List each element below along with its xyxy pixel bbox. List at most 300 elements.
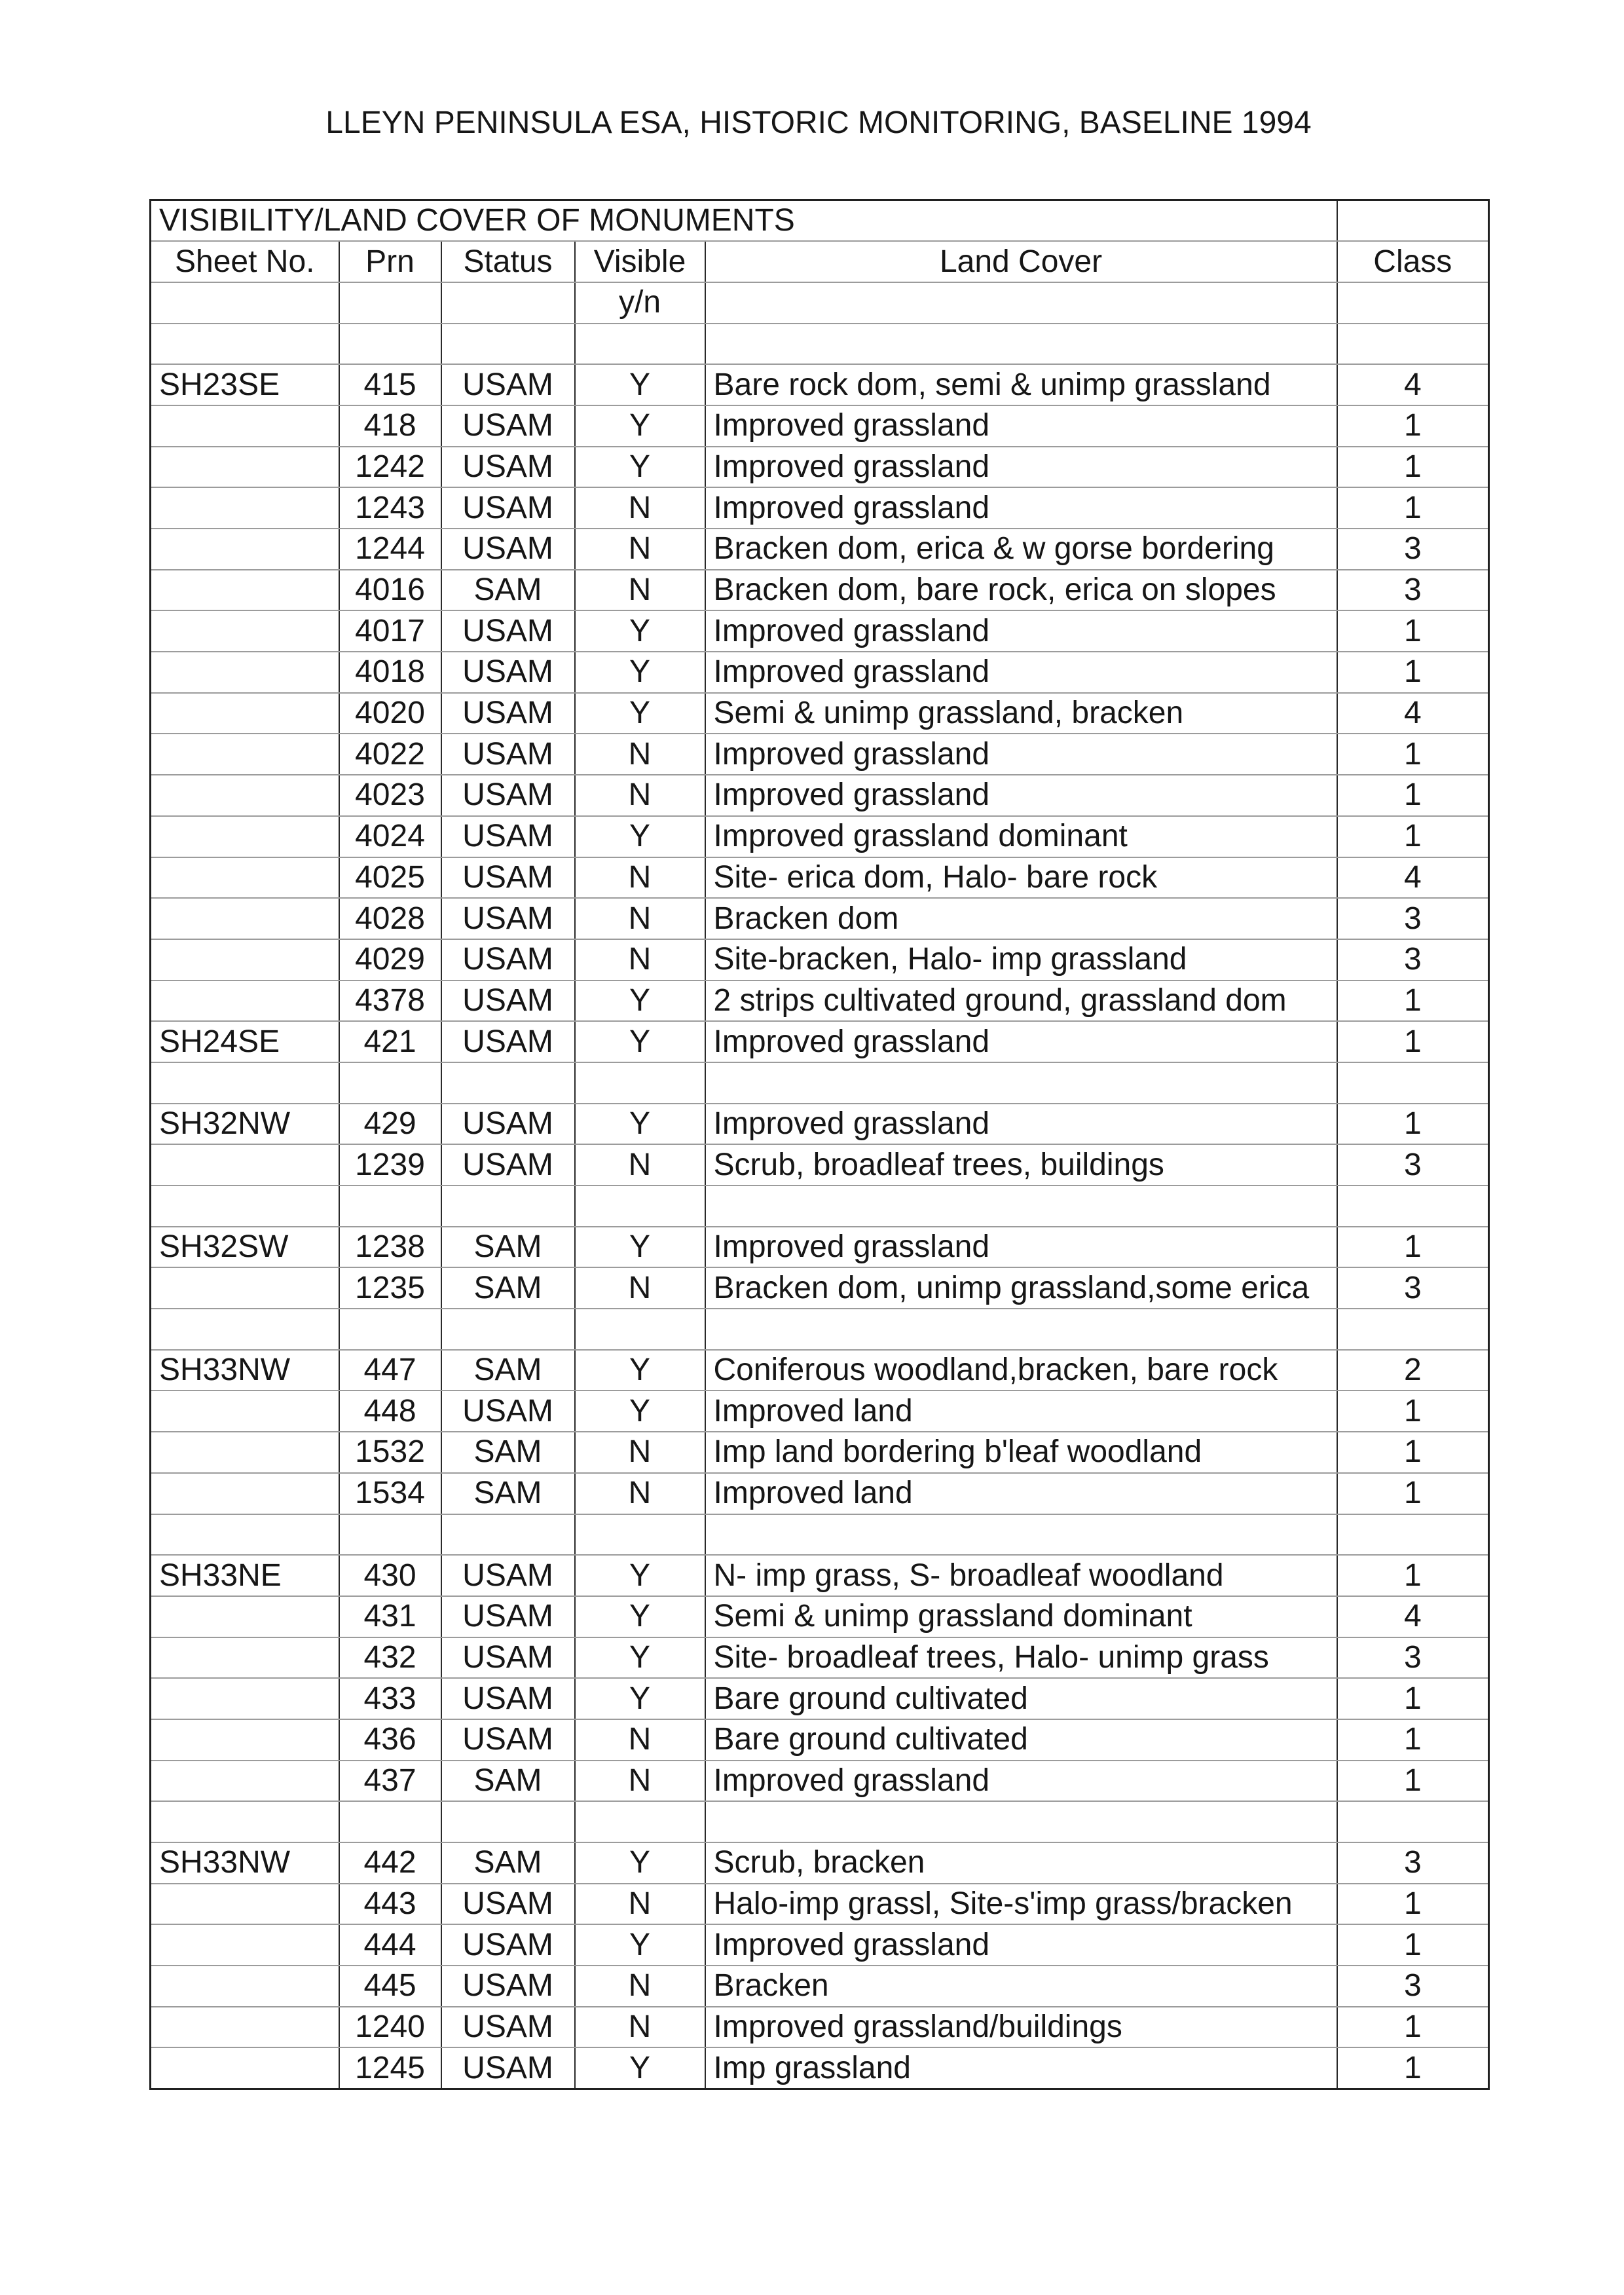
cell-land-cover: Improved grassland bbox=[705, 1924, 1337, 1966]
table-row bbox=[151, 1884, 1489, 1925]
cell-status: SAM bbox=[441, 570, 575, 611]
cell-land-cover: Bracken dom bbox=[705, 898, 1337, 939]
cell-land-cover: Scrub, broadleaf trees, buildings bbox=[705, 1144, 1337, 1185]
cell-visible: Y bbox=[575, 405, 705, 447]
cell-prn: 1532 bbox=[339, 1432, 441, 1473]
cell-prn: 4023 bbox=[339, 775, 441, 816]
cell-sheet-no bbox=[151, 1144, 339, 1185]
cell-status: USAM bbox=[441, 816, 575, 857]
cell-class: 3 bbox=[1337, 570, 1489, 611]
header-spacer-row bbox=[151, 324, 1489, 365]
cell-sheet-no: SH24SE bbox=[151, 1021, 339, 1062]
table-row bbox=[151, 364, 1489, 405]
cell-class: 2 bbox=[1337, 1350, 1489, 1391]
cell-visible: Y bbox=[575, 652, 705, 693]
cell-status: SAM bbox=[441, 1350, 575, 1391]
cell-class: 1 bbox=[1337, 2047, 1489, 2089]
cell-prn: 429 bbox=[339, 1104, 441, 1145]
cell-land-cover: Improved land bbox=[705, 1390, 1337, 1432]
cell-class: 1 bbox=[1337, 1104, 1489, 1145]
table-row bbox=[151, 1924, 1489, 1966]
cell-prn: 1238 bbox=[339, 1227, 441, 1268]
cell-status: USAM bbox=[441, 693, 575, 734]
cell-class: 3 bbox=[1337, 1966, 1489, 2007]
table-row bbox=[151, 1350, 1489, 1391]
header-prn: Prn bbox=[339, 241, 441, 282]
cell-status: USAM bbox=[441, 939, 575, 980]
cell-class: 1 bbox=[1337, 1555, 1489, 1596]
cell-status bbox=[441, 1801, 575, 1842]
cell-prn: 4020 bbox=[339, 693, 441, 734]
table-row bbox=[151, 1473, 1489, 1514]
cell-prn: 431 bbox=[339, 1596, 441, 1637]
table-row bbox=[151, 405, 1489, 447]
cell-land-cover bbox=[705, 1801, 1337, 1842]
cell-visible: Y bbox=[575, 1596, 705, 1637]
cell-status: USAM bbox=[441, 1884, 575, 1925]
cell-class: 1 bbox=[1337, 1719, 1489, 1761]
table-row bbox=[151, 570, 1489, 611]
cell-land-cover: Improved grassland bbox=[705, 487, 1337, 529]
cell-prn: 4024 bbox=[339, 816, 441, 857]
header-blank-cell bbox=[1337, 282, 1489, 324]
cell-prn: 418 bbox=[339, 405, 441, 447]
cell-status bbox=[441, 1062, 575, 1104]
cell-visible: Y bbox=[575, 1678, 705, 1719]
cell-class: 3 bbox=[1337, 529, 1489, 570]
cell-class bbox=[1337, 1309, 1489, 1350]
cell-prn: 430 bbox=[339, 1555, 441, 1596]
cell-class: 1 bbox=[1337, 1390, 1489, 1432]
cell-prn bbox=[339, 1185, 441, 1227]
table-row bbox=[151, 816, 1489, 857]
cell-status: USAM bbox=[441, 529, 575, 570]
cell-status: USAM bbox=[441, 1924, 575, 1966]
cell-land-cover: Scrub, bracken bbox=[705, 1842, 1337, 1884]
cell-prn: 433 bbox=[339, 1678, 441, 1719]
table-row bbox=[151, 2047, 1489, 2089]
cell-prn: 1239 bbox=[339, 1144, 441, 1185]
cell-visible: Y bbox=[575, 1350, 705, 1391]
cell-land-cover: Bare rock dom, semi & unimp grassland bbox=[705, 364, 1337, 405]
cell-status: SAM bbox=[441, 1432, 575, 1473]
cell-sheet-no bbox=[151, 2007, 339, 2048]
cell-status: USAM bbox=[441, 1966, 575, 2007]
cell-prn: 444 bbox=[339, 1924, 441, 1966]
cell-status: USAM bbox=[441, 980, 575, 1022]
cell-class: 1 bbox=[1337, 1761, 1489, 1802]
cell-visible bbox=[575, 1309, 705, 1350]
cell-land-cover: Improved grassland bbox=[705, 1021, 1337, 1062]
table-row bbox=[151, 1637, 1489, 1679]
cell-sheet-no bbox=[151, 652, 339, 693]
table-row bbox=[151, 529, 1489, 570]
cell-prn: 1243 bbox=[339, 487, 441, 529]
cell-visible: Y bbox=[575, 364, 705, 405]
cell-sheet-no bbox=[151, 1473, 339, 1514]
cell-class bbox=[1337, 1801, 1489, 1842]
table-row bbox=[151, 487, 1489, 529]
cell-status: USAM bbox=[441, 652, 575, 693]
caption-row bbox=[151, 200, 1489, 242]
cell-class: 1 bbox=[1337, 1884, 1489, 1925]
cell-sheet-no bbox=[151, 1719, 339, 1761]
cell-class: 1 bbox=[1337, 816, 1489, 857]
cell-prn: 448 bbox=[339, 1390, 441, 1432]
cell-visible: Y bbox=[575, 1842, 705, 1884]
cell-class bbox=[1337, 1514, 1489, 1556]
spacer-cell bbox=[339, 324, 441, 365]
cell-visible: Y bbox=[575, 1390, 705, 1432]
cell-sheet-no bbox=[151, 1309, 339, 1350]
cell-sheet-no bbox=[151, 2047, 339, 2089]
table-row bbox=[151, 939, 1489, 980]
cell-prn: 437 bbox=[339, 1761, 441, 1802]
header-status: Status bbox=[441, 241, 575, 282]
blank-row bbox=[151, 1801, 1489, 1842]
cell-status bbox=[441, 1514, 575, 1556]
cell-visible: Y bbox=[575, 693, 705, 734]
cell-class: 1 bbox=[1337, 2007, 1489, 2048]
cell-status: USAM bbox=[441, 1596, 575, 1637]
cell-land-cover: Improved grassland bbox=[705, 652, 1337, 693]
cell-visible: N bbox=[575, 857, 705, 899]
cell-visible: Y bbox=[575, 1227, 705, 1268]
cell-land-cover: 2 strips cultivated ground, grassland dom bbox=[705, 980, 1337, 1022]
cell-status: USAM bbox=[441, 1678, 575, 1719]
cell-class: 1 bbox=[1337, 734, 1489, 775]
caption-class-cell bbox=[1337, 200, 1489, 242]
cell-class: 1 bbox=[1337, 1473, 1489, 1514]
header-row bbox=[151, 241, 1489, 282]
cell-sheet-no bbox=[151, 693, 339, 734]
cell-visible: Y bbox=[575, 980, 705, 1022]
cell-land-cover: Site- broadleaf trees, Halo- unimp grass bbox=[705, 1637, 1337, 1679]
cell-prn bbox=[339, 1309, 441, 1350]
cell-land-cover: Improved grassland bbox=[705, 1761, 1337, 1802]
cell-visible bbox=[575, 1801, 705, 1842]
cell-status: SAM bbox=[441, 1227, 575, 1268]
cell-sheet-no: SH23SE bbox=[151, 364, 339, 405]
cell-status: USAM bbox=[441, 1021, 575, 1062]
cell-class: 3 bbox=[1337, 1637, 1489, 1679]
header-class: Class bbox=[1337, 241, 1489, 282]
cell-class bbox=[1337, 1185, 1489, 1227]
blank-row bbox=[151, 1062, 1489, 1104]
cell-prn: 1242 bbox=[339, 447, 441, 488]
cell-prn: 1244 bbox=[339, 529, 441, 570]
cell-status: USAM bbox=[441, 2007, 575, 2048]
cell-sheet-no bbox=[151, 610, 339, 652]
cell-land-cover bbox=[705, 1062, 1337, 1104]
cell-prn: 442 bbox=[339, 1842, 441, 1884]
cell-sheet-no bbox=[151, 1966, 339, 2007]
table-row bbox=[151, 775, 1489, 816]
cell-visible: N bbox=[575, 775, 705, 816]
cell-sheet-no bbox=[151, 1267, 339, 1309]
cell-class: 1 bbox=[1337, 487, 1489, 529]
table-row bbox=[151, 734, 1489, 775]
header-visible-unit: y/n bbox=[575, 282, 705, 324]
document-title: LLEYN PENINSULA ESA, HISTORIC MONITORING, BASELINE 1994 bbox=[325, 105, 1312, 140]
cell-visible: N bbox=[575, 529, 705, 570]
cell-land-cover bbox=[705, 1309, 1337, 1350]
cell-land-cover: Halo-imp grassl, Site-s'imp grass/bracken bbox=[705, 1884, 1337, 1925]
cell-sheet-no bbox=[151, 1514, 339, 1556]
cell-status: USAM bbox=[441, 775, 575, 816]
cell-sheet-no bbox=[151, 775, 339, 816]
table-row bbox=[151, 1966, 1489, 2007]
cell-prn: 443 bbox=[339, 1884, 441, 1925]
cell-status: USAM bbox=[441, 2047, 575, 2089]
cell-visible: Y bbox=[575, 816, 705, 857]
header-land-cover: Land Cover bbox=[705, 241, 1337, 282]
cell-prn: 4028 bbox=[339, 898, 441, 939]
cell-visible: N bbox=[575, 939, 705, 980]
cell-status: USAM bbox=[441, 1555, 575, 1596]
cell-sheet-no bbox=[151, 447, 339, 488]
table-row bbox=[151, 2007, 1489, 2048]
cell-land-cover: Site- erica dom, Halo- bare rock bbox=[705, 857, 1337, 899]
cell-prn: 445 bbox=[339, 1966, 441, 2007]
table-body bbox=[151, 364, 1489, 2089]
cell-sheet-no bbox=[151, 529, 339, 570]
cell-sheet-no bbox=[151, 1637, 339, 1679]
cell-status: USAM bbox=[441, 1637, 575, 1679]
cell-class: 1 bbox=[1337, 1678, 1489, 1719]
cell-land-cover: Bracken dom, unimp grassland,some erica bbox=[705, 1267, 1337, 1309]
cell-sheet-no: SH32NW bbox=[151, 1104, 339, 1145]
table-row bbox=[151, 610, 1489, 652]
cell-prn: 432 bbox=[339, 1637, 441, 1679]
cell-class: 4 bbox=[1337, 364, 1489, 405]
table-row bbox=[151, 1432, 1489, 1473]
table-row bbox=[151, 1267, 1489, 1309]
cell-visible bbox=[575, 1062, 705, 1104]
cell-land-cover: Improved grassland bbox=[705, 610, 1337, 652]
table-caption: VISIBILITY/LAND COVER OF MONUMENTS bbox=[151, 200, 1337, 242]
blank-row bbox=[151, 1185, 1489, 1227]
cell-status: USAM bbox=[441, 364, 575, 405]
cell-prn bbox=[339, 1801, 441, 1842]
cell-class: 4 bbox=[1337, 1596, 1489, 1637]
cell-sheet-no bbox=[151, 1596, 339, 1637]
cell-sheet-no: SH33NW bbox=[151, 1842, 339, 1884]
cell-status: USAM bbox=[441, 1104, 575, 1145]
cell-land-cover: Bare ground cultivated bbox=[705, 1678, 1337, 1719]
cell-class: 4 bbox=[1337, 693, 1489, 734]
table-row bbox=[151, 1104, 1489, 1145]
cell-status: USAM bbox=[441, 734, 575, 775]
cell-class bbox=[1337, 1062, 1489, 1104]
cell-visible: Y bbox=[575, 447, 705, 488]
cell-visible: Y bbox=[575, 1637, 705, 1679]
cell-class: 3 bbox=[1337, 1267, 1489, 1309]
monuments-table bbox=[149, 199, 1490, 2090]
cell-visible: N bbox=[575, 734, 705, 775]
cell-class: 1 bbox=[1337, 1432, 1489, 1473]
cell-class: 1 bbox=[1337, 1021, 1489, 1062]
cell-status: USAM bbox=[441, 1390, 575, 1432]
table-row bbox=[151, 1390, 1489, 1432]
cell-visible: Y bbox=[575, 1021, 705, 1062]
cell-status: SAM bbox=[441, 1267, 575, 1309]
cell-land-cover: Improved grassland/buildings bbox=[705, 2007, 1337, 2048]
cell-class: 1 bbox=[1337, 775, 1489, 816]
cell-sheet-no bbox=[151, 1185, 339, 1227]
cell-prn: 4022 bbox=[339, 734, 441, 775]
cell-status: USAM bbox=[441, 405, 575, 447]
blank-row bbox=[151, 1309, 1489, 1350]
cell-land-cover: Improved grassland bbox=[705, 447, 1337, 488]
cell-status: USAM bbox=[441, 610, 575, 652]
cell-status: USAM bbox=[441, 447, 575, 488]
cell-status: SAM bbox=[441, 1761, 575, 1802]
cell-land-cover: Semi & unimp grassland, bracken bbox=[705, 693, 1337, 734]
cell-land-cover: Coniferous woodland,bracken, bare rock bbox=[705, 1350, 1337, 1391]
table-row bbox=[151, 693, 1489, 734]
cell-visible: N bbox=[575, 1719, 705, 1761]
cell-prn: 1240 bbox=[339, 2007, 441, 2048]
cell-visible: N bbox=[575, 487, 705, 529]
table-row bbox=[151, 1021, 1489, 1062]
cell-visible: N bbox=[575, 1761, 705, 1802]
header-blank-cell bbox=[151, 282, 339, 324]
cell-prn: 4378 bbox=[339, 980, 441, 1022]
table-row bbox=[151, 1555, 1489, 1596]
cell-sheet-no bbox=[151, 1801, 339, 1842]
cell-sheet-no bbox=[151, 857, 339, 899]
table-row bbox=[151, 1842, 1489, 1884]
cell-sheet-no bbox=[151, 405, 339, 447]
cell-class: 3 bbox=[1337, 939, 1489, 980]
cell-prn bbox=[339, 1514, 441, 1556]
cell-sheet-no bbox=[151, 1062, 339, 1104]
cell-land-cover: Improved grassland dominant bbox=[705, 816, 1337, 857]
cell-land-cover: Site-bracken, Halo- imp grassland bbox=[705, 939, 1337, 980]
table-row bbox=[151, 1596, 1489, 1637]
cell-land-cover: Improved grassland bbox=[705, 734, 1337, 775]
cell-visible: N bbox=[575, 1966, 705, 2007]
cell-prn: 4017 bbox=[339, 610, 441, 652]
cell-sheet-no: SH32SW bbox=[151, 1227, 339, 1268]
table-row bbox=[151, 652, 1489, 693]
table-header bbox=[151, 200, 1489, 365]
cell-prn: 1534 bbox=[339, 1473, 441, 1514]
cell-visible: N bbox=[575, 1267, 705, 1309]
header-visible: Visible bbox=[575, 241, 705, 282]
cell-sheet-no bbox=[151, 1390, 339, 1432]
cell-visible: N bbox=[575, 1432, 705, 1473]
cell-status: USAM bbox=[441, 857, 575, 899]
spacer-cell bbox=[705, 324, 1337, 365]
cell-sheet-no bbox=[151, 1884, 339, 1925]
cell-sheet-no bbox=[151, 1432, 339, 1473]
cell-status: USAM bbox=[441, 1144, 575, 1185]
cell-prn bbox=[339, 1062, 441, 1104]
cell-sheet-no bbox=[151, 939, 339, 980]
cell-land-cover: Semi & unimp grassland dominant bbox=[705, 1596, 1337, 1637]
cell-status: USAM bbox=[441, 1719, 575, 1761]
cell-class: 3 bbox=[1337, 1842, 1489, 1884]
cell-class: 1 bbox=[1337, 447, 1489, 488]
cell-sheet-no: SH33NE bbox=[151, 1555, 339, 1596]
table-row bbox=[151, 857, 1489, 899]
header-blank-cell bbox=[705, 282, 1337, 324]
cell-status bbox=[441, 1185, 575, 1227]
cell-land-cover: Improved grassland bbox=[705, 1227, 1337, 1268]
cell-status: SAM bbox=[441, 1842, 575, 1884]
cell-land-cover: Bracken bbox=[705, 1966, 1337, 2007]
cell-land-cover: Imp grassland bbox=[705, 2047, 1337, 2089]
cell-land-cover: Improved grassland bbox=[705, 405, 1337, 447]
cell-sheet-no bbox=[151, 1924, 339, 1966]
cell-land-cover: Bare ground cultivated bbox=[705, 1719, 1337, 1761]
table-row bbox=[151, 980, 1489, 1022]
cell-visible: N bbox=[575, 570, 705, 611]
cell-prn: 447 bbox=[339, 1350, 441, 1391]
header-unit-row bbox=[151, 282, 1489, 324]
header-sheet-no: Sheet No. bbox=[151, 241, 339, 282]
cell-prn: 1235 bbox=[339, 1267, 441, 1309]
cell-land-cover: Imp land bordering b'leaf woodland bbox=[705, 1432, 1337, 1473]
cell-land-cover bbox=[705, 1185, 1337, 1227]
table-row bbox=[151, 1761, 1489, 1802]
cell-prn: 4025 bbox=[339, 857, 441, 899]
cell-sheet-no bbox=[151, 980, 339, 1022]
table-row bbox=[151, 447, 1489, 488]
cell-visible: N bbox=[575, 1473, 705, 1514]
cell-prn: 4016 bbox=[339, 570, 441, 611]
cell-class: 1 bbox=[1337, 1227, 1489, 1268]
cell-visible: N bbox=[575, 2007, 705, 2048]
cell-status: USAM bbox=[441, 487, 575, 529]
spacer-cell bbox=[441, 324, 575, 365]
cell-class: 1 bbox=[1337, 610, 1489, 652]
blank-row bbox=[151, 1514, 1489, 1556]
cell-prn: 1245 bbox=[339, 2047, 441, 2089]
cell-sheet-no bbox=[151, 487, 339, 529]
spacer-cell bbox=[151, 324, 339, 365]
cell-class: 1 bbox=[1337, 405, 1489, 447]
spacer-cell bbox=[575, 324, 705, 365]
table-row bbox=[151, 1719, 1489, 1761]
cell-prn: 436 bbox=[339, 1719, 441, 1761]
cell-land-cover: Improved grassland bbox=[705, 775, 1337, 816]
cell-visible bbox=[575, 1514, 705, 1556]
table-row bbox=[151, 1227, 1489, 1268]
cell-class: 1 bbox=[1337, 652, 1489, 693]
cell-sheet-no bbox=[151, 1678, 339, 1719]
cell-land-cover: Improved grassland bbox=[705, 1104, 1337, 1145]
cell-prn: 415 bbox=[339, 364, 441, 405]
cell-land-cover bbox=[705, 1514, 1337, 1556]
table-row bbox=[151, 1678, 1489, 1719]
cell-sheet-no: SH33NW bbox=[151, 1350, 339, 1391]
header-blank-cell bbox=[441, 282, 575, 324]
cell-visible: N bbox=[575, 1884, 705, 1925]
cell-status bbox=[441, 1309, 575, 1350]
cell-visible: N bbox=[575, 1144, 705, 1185]
cell-class: 1 bbox=[1337, 980, 1489, 1022]
cell-visible bbox=[575, 1185, 705, 1227]
cell-sheet-no bbox=[151, 1761, 339, 1802]
cell-visible: Y bbox=[575, 1555, 705, 1596]
cell-visible: Y bbox=[575, 2047, 705, 2089]
cell-visible: Y bbox=[575, 1104, 705, 1145]
cell-land-cover: Bracken dom, bare rock, erica on slopes bbox=[705, 570, 1337, 611]
cell-sheet-no bbox=[151, 898, 339, 939]
